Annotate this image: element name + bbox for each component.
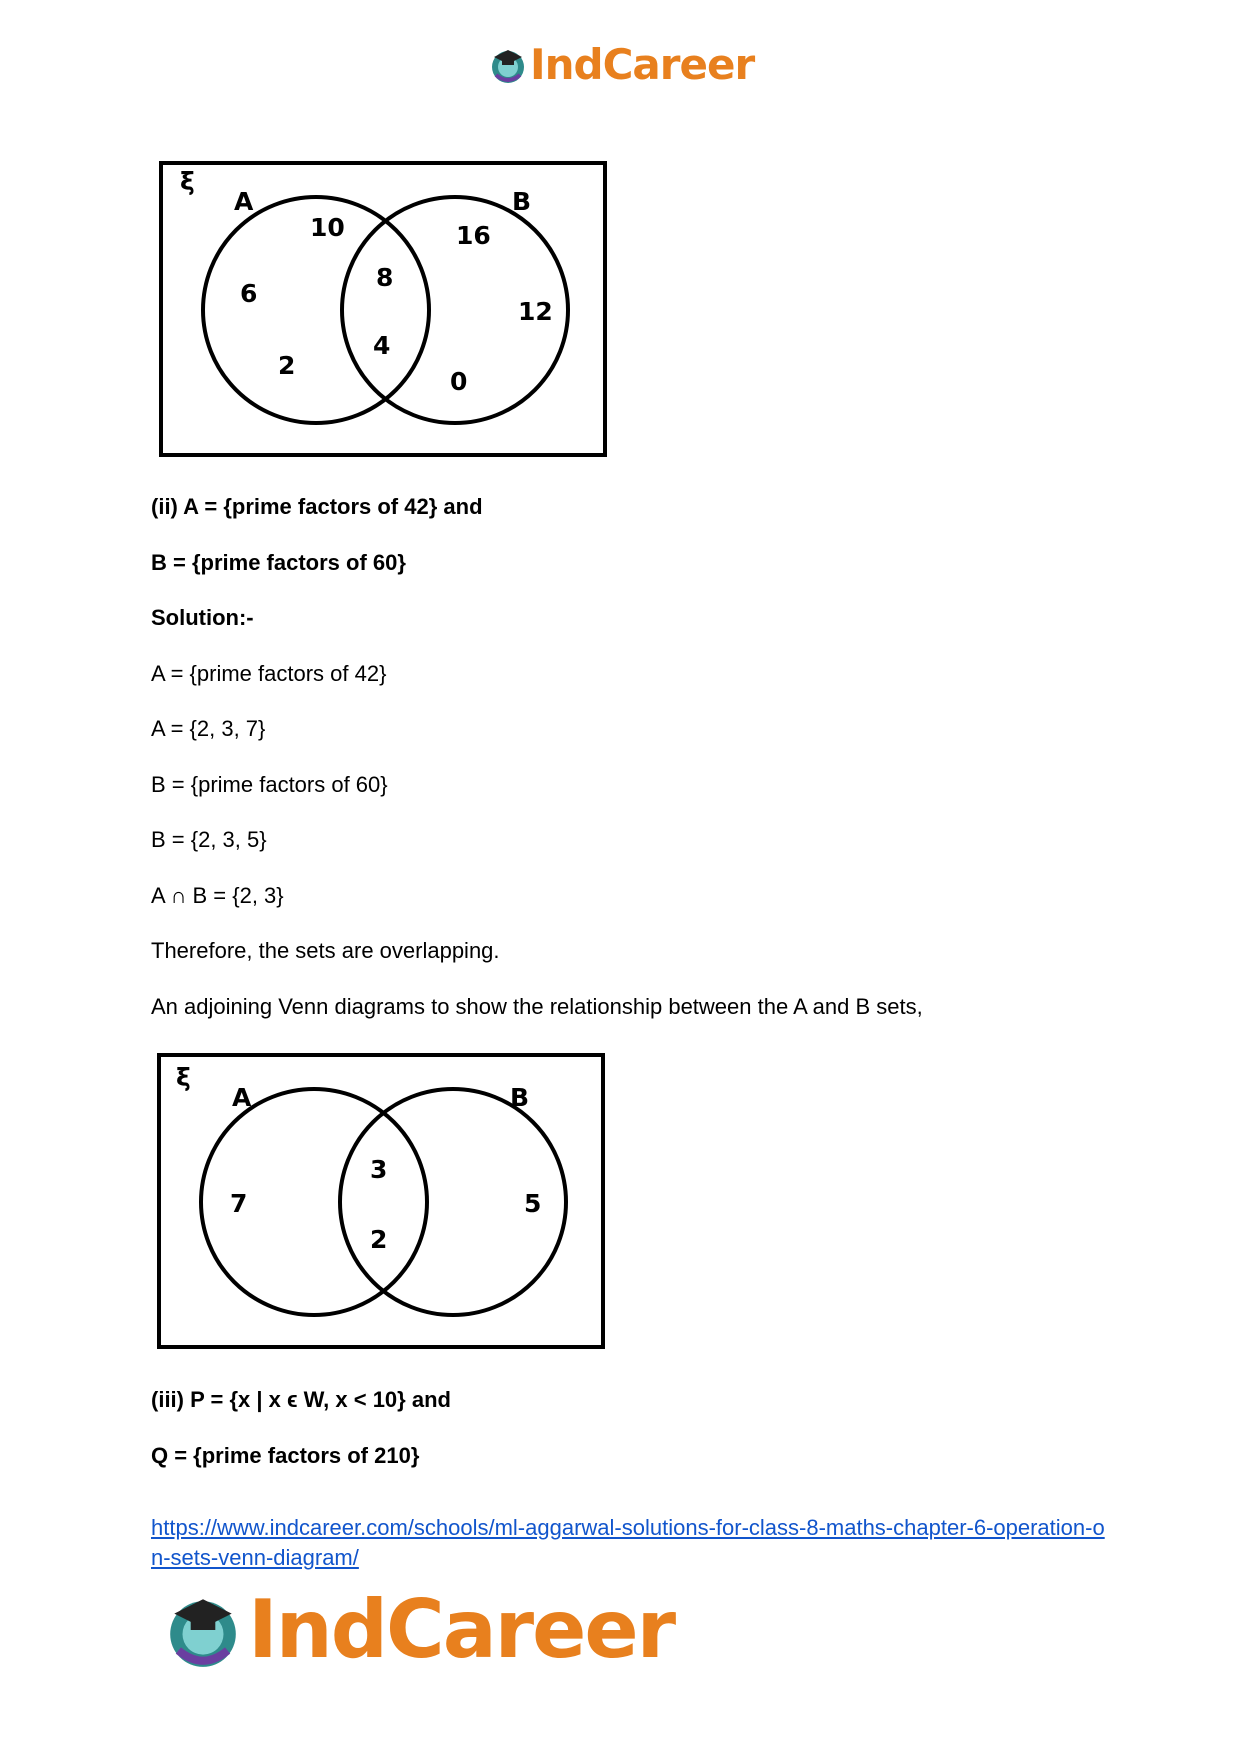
set-b-label: B — [510, 1083, 530, 1112]
b-only-element: 5 — [524, 1189, 542, 1218]
source-url-link[interactable]: https://www.indcareer.com/schools/ml-aggarwal-solutions-for-class-8-maths-chapter-6-operation-on-sets-venn-diagram/ — [151, 1515, 1105, 1570]
question-iii-line-1: (iii) P = {x | x ϵ W, x < 10} and — [151, 1387, 451, 1412]
universal-symbol: ξ — [176, 1063, 191, 1092]
a-only-element: 6 — [240, 279, 258, 308]
intersection-element: 2 — [370, 1225, 388, 1254]
universal-symbol: ξ — [180, 167, 195, 196]
venn-diagram-1 — [158, 160, 608, 460]
brand-name: IndCareer — [530, 40, 755, 89]
solution-step: A = {2, 3, 7} — [151, 716, 266, 741]
intersection-element: 8 — [376, 263, 394, 292]
question-ii-line-2: B = {prime factors of 60} — [151, 550, 406, 575]
graduation-globe-icon — [162, 1589, 244, 1671]
set-a-label: A — [232, 1083, 252, 1112]
solution-step: B = {2, 3, 5} — [151, 827, 267, 852]
solution-step: A = {prime factors of 42} — [151, 661, 387, 686]
intersection-element: 3 — [370, 1155, 388, 1184]
venn-diagram-2 — [156, 1052, 606, 1352]
question-ii-line-1: (ii) A = {prime factors of 42} and — [151, 494, 483, 519]
solution-step: An adjoining Venn diagrams to show the relationship between the A and B sets, — [151, 994, 923, 1019]
set-b-label: B — [512, 187, 532, 216]
b-only-element: 12 — [518, 297, 553, 326]
solution-step: A ∩ B = {2, 3} — [151, 883, 284, 908]
solution-step: Therefore, the sets are overlapping. — [151, 938, 500, 963]
a-only-element: 7 — [230, 1189, 248, 1218]
indcareer-logo-header — [488, 40, 754, 89]
brand-name: IndCareer — [248, 1583, 675, 1676]
a-only-element: 2 — [278, 351, 296, 380]
b-only-element: 16 — [456, 221, 491, 250]
question-iii-line-2: Q = {prime factors of 210} — [151, 1443, 420, 1468]
b-only-element: 0 — [450, 367, 468, 396]
set-a-label: A — [234, 187, 254, 216]
solution-step: B = {prime factors of 60} — [151, 772, 388, 797]
a-only-element: 10 — [310, 213, 345, 242]
intersection-element: 4 — [373, 331, 391, 360]
indcareer-logo-footer — [162, 1583, 674, 1676]
solution-heading: Solution:- — [151, 605, 254, 630]
graduation-globe-icon — [488, 45, 528, 85]
